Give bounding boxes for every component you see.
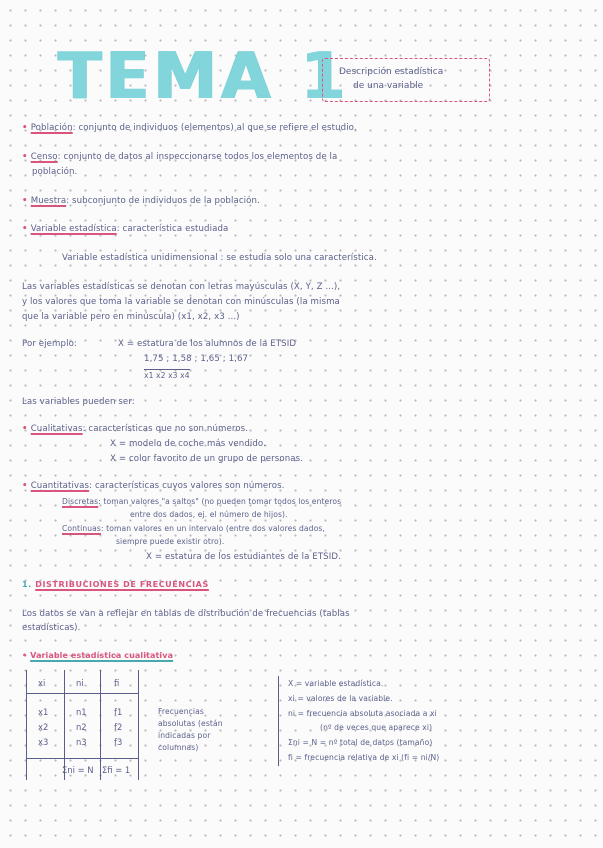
bullet-icon: • bbox=[22, 481, 31, 491]
section-number: 1. bbox=[22, 580, 32, 589]
definition-censo-cont: población. bbox=[32, 167, 78, 177]
continuas-text: : toman valores en un intervalo (entre dos valores dados, bbox=[100, 524, 325, 533]
subsection-heading bbox=[22, 651, 173, 660]
notation-line-1: Las variables estadísticas se denotan con letras mayúsculas (X, Y, Z ...), bbox=[22, 282, 341, 292]
definition-variable bbox=[22, 224, 228, 234]
bullet-icon: • bbox=[22, 651, 31, 660]
definition-muestra bbox=[22, 196, 260, 206]
discretas-cont: entre dos dados, ej. el número de hijos). bbox=[130, 510, 288, 519]
table-header-fi: fi bbox=[114, 678, 120, 688]
legend-line: X = variable estadística. bbox=[288, 679, 384, 688]
subtitle-line-1: Descripción estadística bbox=[339, 67, 444, 77]
table-cell: n2 bbox=[76, 722, 87, 732]
table-cell: f1 bbox=[114, 707, 123, 717]
table-header-rule bbox=[26, 693, 138, 694]
table-cell: x1 bbox=[38, 707, 49, 717]
term-discretas: Discretas bbox=[62, 497, 99, 506]
definition-poblacion bbox=[22, 123, 357, 133]
term-poblacion: Población bbox=[30, 123, 73, 133]
continuas-line bbox=[62, 524, 325, 533]
bullet-icon: • bbox=[22, 123, 31, 133]
term-censo: Censo bbox=[30, 152, 58, 162]
definition-text: : conjunto de datos al inspeccionarse todos los elementos de la bbox=[57, 152, 338, 162]
table-header-ni: ni bbox=[76, 678, 84, 688]
example-values: 1,75 ; 1,58 ; 1,65 ; 1,67 bbox=[144, 354, 249, 364]
term-cualitativas: Cualitativas bbox=[30, 424, 83, 434]
section-text-2: estadísticas). bbox=[22, 623, 81, 633]
notation-line-3: que la variable pero en minúscula) (x1, x2, x3 ...) bbox=[22, 312, 240, 322]
section-title: DISTRIBUCIONES DE FRECUENCIAS bbox=[35, 580, 209, 589]
cualitativas-line bbox=[22, 424, 248, 434]
cualitativas-example-2: X = color favorito de un grupo de personas. bbox=[110, 454, 304, 464]
table-border-left bbox=[26, 670, 27, 780]
legend-line: xi = valores de la variable. bbox=[288, 694, 393, 703]
side-note-line: absolutas (están bbox=[158, 719, 223, 728]
legend-line: (nº de veces que aparece xi) bbox=[320, 723, 433, 732]
example-subscripts: x1 x2 x3 x4 bbox=[144, 371, 190, 380]
legend-line: ni = frecuencia absoluta asociada a xi bbox=[288, 709, 437, 718]
table-cell: n3 bbox=[76, 737, 87, 747]
bullet-icon: • bbox=[22, 196, 31, 206]
side-note-line: indicadas por bbox=[158, 731, 211, 740]
subsection-title: Variable estadística cualitativa bbox=[30, 651, 174, 660]
subtitle-box bbox=[322, 58, 490, 102]
subtitle-line-2: de una variable bbox=[353, 81, 424, 91]
bullet-icon: • bbox=[22, 152, 31, 162]
cuantitativas-example: X = estatura de los estudiantes de la ETSID. bbox=[146, 552, 341, 562]
cuantitativas-text: : características cuyos valores son números. bbox=[89, 481, 285, 491]
table-border-right bbox=[138, 670, 139, 780]
table-sum-n: Σni = N bbox=[62, 765, 94, 775]
definition-censo bbox=[22, 152, 337, 162]
example-label: Por ejemplo: bbox=[22, 339, 77, 349]
term-cuantitativas: Cuantitativas bbox=[30, 481, 90, 491]
bullet-icon: • bbox=[22, 424, 31, 434]
bullet-icon: • bbox=[22, 224, 31, 234]
table-divider bbox=[64, 670, 65, 780]
notation-line-2: y los valores que toma la variable se denotan con minúsculas (la misma bbox=[22, 297, 340, 307]
legend-divider bbox=[278, 676, 279, 766]
continuas-cont: siempre puede existir otro). bbox=[116, 537, 225, 546]
side-note-line: columnas) bbox=[158, 743, 199, 752]
legend-line: Σni = N = nº total de datos (tamaño) bbox=[288, 738, 433, 747]
example-line-1: X = estatura de los alumnos de la ETSID bbox=[118, 339, 297, 349]
table-cell: f2 bbox=[114, 722, 123, 732]
definition-text: : subconjunto de individuos de la población. bbox=[66, 196, 260, 206]
table-sum-rule bbox=[26, 758, 138, 759]
unidimensional-note: Variable estadística unidimensional : se estudia solo una característica. bbox=[62, 253, 377, 263]
discretas-line bbox=[62, 497, 341, 506]
table-sum-f: Σfi = 1 bbox=[102, 765, 131, 775]
definition-text: : conjunto de individuos (elementos) al que se refiere el estudio. bbox=[72, 123, 357, 133]
page-title: TEMA 1 bbox=[58, 40, 350, 114]
discretas-text: : toman valores "a saltos" (no pueden tomar todos los enteros bbox=[98, 497, 342, 506]
table-cell: x2 bbox=[38, 722, 49, 732]
table-divider bbox=[100, 670, 101, 780]
term-continuas: Continuas bbox=[62, 524, 101, 533]
cualitativas-example-1: X = modelo de coche más vendido. bbox=[110, 439, 266, 449]
table-cell: x3 bbox=[38, 737, 49, 747]
term-variable: Variable estadística bbox=[30, 224, 117, 234]
cuantitativas-line bbox=[22, 481, 285, 491]
section-heading bbox=[22, 580, 209, 589]
section-text-1: Los datos se van a reflejar en tablas de distribución de frecuencias (tablas bbox=[22, 609, 350, 619]
term-muestra: Muestra bbox=[30, 196, 67, 206]
definition-text: : característica estudiada bbox=[116, 224, 229, 234]
types-intro: Las variables pueden ser: bbox=[22, 397, 135, 407]
table-header-xi: xi bbox=[38, 678, 46, 688]
side-note-line: Frecuencias bbox=[158, 707, 204, 716]
table-cell: f3 bbox=[114, 737, 123, 747]
cualitativas-text: : características que no son números. bbox=[82, 424, 249, 434]
table-cell: n1 bbox=[76, 707, 87, 717]
legend-line: fi = frecuencia relativa de xi (fi = ni/N) bbox=[288, 753, 440, 762]
